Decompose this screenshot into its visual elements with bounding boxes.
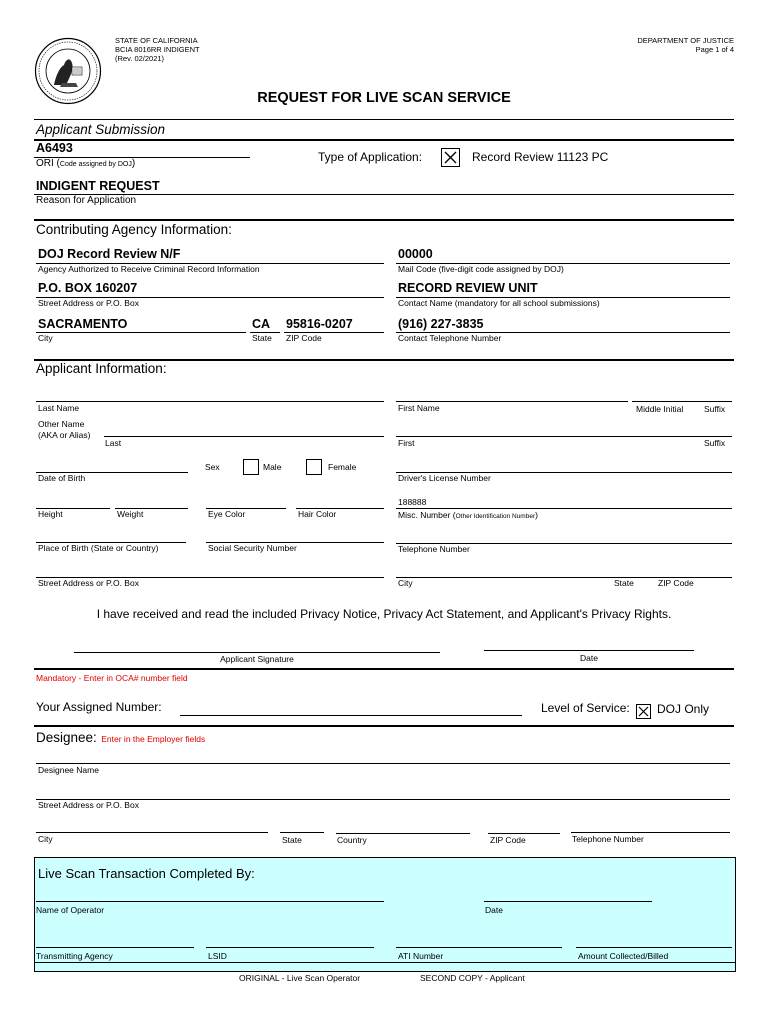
operator-label: Name of Operator bbox=[36, 905, 105, 915]
assigned-number-input[interactable] bbox=[180, 715, 522, 716]
female-checkbox[interactable] bbox=[306, 459, 322, 475]
male-label: Male bbox=[263, 462, 282, 472]
agency-state-label: State bbox=[252, 333, 272, 343]
height-label: Height bbox=[38, 509, 63, 519]
middle-suffix-line[interactable] bbox=[632, 401, 732, 402]
type-of-application-label: Type of Application: bbox=[318, 150, 423, 164]
ssn-label: Social Security Number bbox=[208, 543, 297, 553]
divider bbox=[34, 962, 736, 963]
male-checkbox[interactable] bbox=[243, 459, 259, 475]
designee-phone-label: Telephone Number bbox=[572, 834, 644, 844]
last-name-label: Last Name bbox=[38, 403, 80, 413]
lsid-label: LSID bbox=[208, 951, 227, 961]
dob-label: Date of Birth bbox=[38, 473, 86, 483]
last-name-line[interactable] bbox=[36, 401, 384, 402]
reason-label: Reason for Application bbox=[36, 195, 137, 206]
field-line bbox=[36, 332, 246, 333]
divider bbox=[34, 139, 734, 141]
reason-field-line bbox=[34, 194, 734, 195]
mandatory-note: Mandatory - Enter in OCA# number field bbox=[36, 673, 188, 683]
level-of-service-value: DOJ Only bbox=[657, 702, 710, 716]
checkmark-x-icon bbox=[442, 149, 459, 166]
designee-name-label: Designee Name bbox=[38, 765, 99, 775]
agency-zip-label: ZIP Code bbox=[286, 333, 322, 343]
live-scan-date-line[interactable] bbox=[484, 901, 652, 902]
eye-color-label: Eye Color bbox=[208, 509, 246, 519]
divider bbox=[34, 725, 734, 727]
designee-phone-line[interactable] bbox=[571, 832, 730, 833]
ori-value[interactable]: A6493 bbox=[36, 141, 73, 155]
zip-label: ZIP Code bbox=[658, 578, 694, 588]
contact-name-value[interactable]: RECORD REVIEW UNIT bbox=[398, 281, 538, 295]
designee-state-label: State bbox=[282, 835, 302, 845]
agency-city-value[interactable]: SACRAMENTO bbox=[38, 317, 128, 331]
designee-city-line[interactable] bbox=[36, 832, 268, 833]
operator-line[interactable] bbox=[36, 901, 384, 902]
doj-only-checkbox[interactable] bbox=[636, 704, 651, 719]
form-id-label: BCIA 8016RR INDIGENT bbox=[115, 45, 200, 54]
revision-label: (Rev. 02/2021) bbox=[115, 54, 165, 63]
privacy-statement: I have received and read the included Privacy Notice, Privacy Act Statement, and Applicant's Privacy Rights. bbox=[96, 607, 672, 621]
applicant-submission-heading: Applicant Submission bbox=[36, 122, 166, 137]
aka-last-line[interactable] bbox=[104, 436, 384, 437]
dl-label: Driver's License Number bbox=[398, 473, 491, 483]
weight-label: Weight bbox=[117, 509, 144, 519]
street-label: Street Address or P.O. Box bbox=[38, 578, 139, 588]
divider bbox=[34, 668, 734, 670]
aka-suffix-label: Suffix bbox=[704, 438, 726, 448]
live-scan-heading: Live Scan Transaction Completed By: bbox=[38, 866, 255, 881]
form-header-left bbox=[115, 36, 200, 63]
aka-first-label: First bbox=[398, 438, 415, 448]
agency-street-value[interactable]: P.O. BOX 160207 bbox=[38, 281, 138, 295]
footer-original-copy: ORIGINAL - Live Scan Operator bbox=[239, 973, 361, 983]
type-of-application-value: Record Review 11123 PC bbox=[472, 150, 609, 164]
agency-city-label: City bbox=[38, 333, 53, 343]
phone-label: Telephone Number bbox=[398, 544, 470, 554]
agency-name-label: Agency Authorized to Receive Criminal Record Information bbox=[38, 264, 260, 274]
first-name-label: First Name bbox=[398, 403, 440, 413]
live-scan-date-label: Date bbox=[485, 905, 503, 915]
checkmark-x-icon bbox=[637, 705, 650, 718]
form-header-right bbox=[637, 36, 734, 54]
signature-line[interactable] bbox=[74, 652, 440, 653]
record-review-checkbox[interactable] bbox=[441, 148, 460, 167]
state-label: STATE OF CALIFORNIA bbox=[115, 36, 198, 45]
pob-label: Place of Birth (State or Country) bbox=[38, 543, 159, 553]
divider bbox=[34, 119, 734, 120]
contact-phone-value[interactable]: (916) 227-3835 bbox=[398, 317, 484, 331]
ati-label: ATI Number bbox=[398, 951, 444, 961]
agency-zip-value[interactable]: 95816-0207 bbox=[286, 317, 353, 331]
assigned-number-label: Your Assigned Number: bbox=[36, 700, 162, 714]
amount-line[interactable] bbox=[576, 947, 732, 948]
mail-code-label: Mail Code (five-digit code assigned by DOJ) bbox=[398, 264, 564, 274]
designee-street-line[interactable] bbox=[36, 799, 730, 800]
sex-label: Sex bbox=[205, 462, 220, 472]
agency-name-value[interactable]: DOJ Record Review N/F bbox=[38, 247, 181, 261]
amount-label: Amount Collected/Billed bbox=[578, 951, 669, 961]
level-of-service-label: Level of Service: bbox=[541, 701, 630, 715]
date-line[interactable] bbox=[484, 650, 694, 651]
divider bbox=[34, 219, 734, 221]
aka-label: (AKA or Alias) bbox=[38, 430, 91, 440]
misc-number-line[interactable] bbox=[396, 508, 732, 509]
misc-number-value[interactable]: 188888 bbox=[398, 497, 427, 507]
signature-label: Applicant Signature bbox=[220, 654, 294, 664]
other-name-label: Other Name bbox=[38, 419, 85, 429]
designee-zip-label: ZIP Code bbox=[490, 835, 526, 845]
transmitting-agency-label: Transmitting Agency bbox=[36, 951, 113, 961]
state-label: State bbox=[614, 578, 634, 588]
agency-state-value[interactable]: CA bbox=[252, 317, 271, 331]
department-label: DEPARTMENT OF JUSTICE bbox=[637, 36, 734, 45]
contact-phone-label: Contact Telephone Number bbox=[398, 333, 502, 343]
contact-name-label: Contact Name (mandatory for all school submissions) bbox=[398, 298, 600, 308]
designee-state-line[interactable] bbox=[280, 832, 324, 833]
aka-first-line[interactable] bbox=[396, 436, 732, 437]
form-title: REQUEST FOR LIVE SCAN SERVICE bbox=[257, 90, 511, 106]
reason-value[interactable]: INDIGENT REQUEST bbox=[36, 179, 160, 193]
designee-street-label: Street Address or P.O. Box bbox=[38, 800, 139, 810]
designee-country-label: Country bbox=[337, 835, 367, 845]
designee-heading: Designee: Enter in the Employer fields bbox=[36, 730, 206, 745]
first-name-line[interactable] bbox=[396, 401, 628, 402]
mail-code-value[interactable]: 00000 bbox=[398, 247, 433, 261]
footer-second-copy: SECOND COPY - Applicant bbox=[420, 973, 525, 983]
agency-heading: Contributing Agency Information: bbox=[36, 222, 232, 237]
designee-city-label: City bbox=[38, 834, 53, 844]
lsid-line[interactable] bbox=[206, 947, 374, 948]
designee-name-line[interactable] bbox=[36, 763, 730, 764]
date-label: Date bbox=[580, 653, 598, 663]
agency-street-label: Street Address or P.O. Box bbox=[38, 298, 139, 308]
transmitting-agency-line[interactable] bbox=[36, 947, 194, 948]
page-number: Page 1 of 4 bbox=[695, 45, 734, 54]
designee-country-line[interactable] bbox=[336, 833, 470, 834]
designee-zip-line[interactable] bbox=[488, 833, 560, 834]
hair-color-label: Hair Color bbox=[298, 509, 337, 519]
ori-label: ORI (Code assigned by DOJ) bbox=[36, 158, 136, 169]
ati-line[interactable] bbox=[396, 947, 562, 948]
misc-number-label: Misc. Number (Other Identification Number) bbox=[398, 510, 538, 520]
suffix-label: Suffix bbox=[704, 404, 726, 414]
aka-last-label: Last bbox=[105, 438, 122, 448]
applicant-info-heading: Applicant Information: bbox=[36, 361, 167, 376]
city-label: City bbox=[398, 578, 413, 588]
middle-initial-label: Middle Initial bbox=[636, 404, 684, 414]
female-label: Female bbox=[328, 462, 357, 472]
